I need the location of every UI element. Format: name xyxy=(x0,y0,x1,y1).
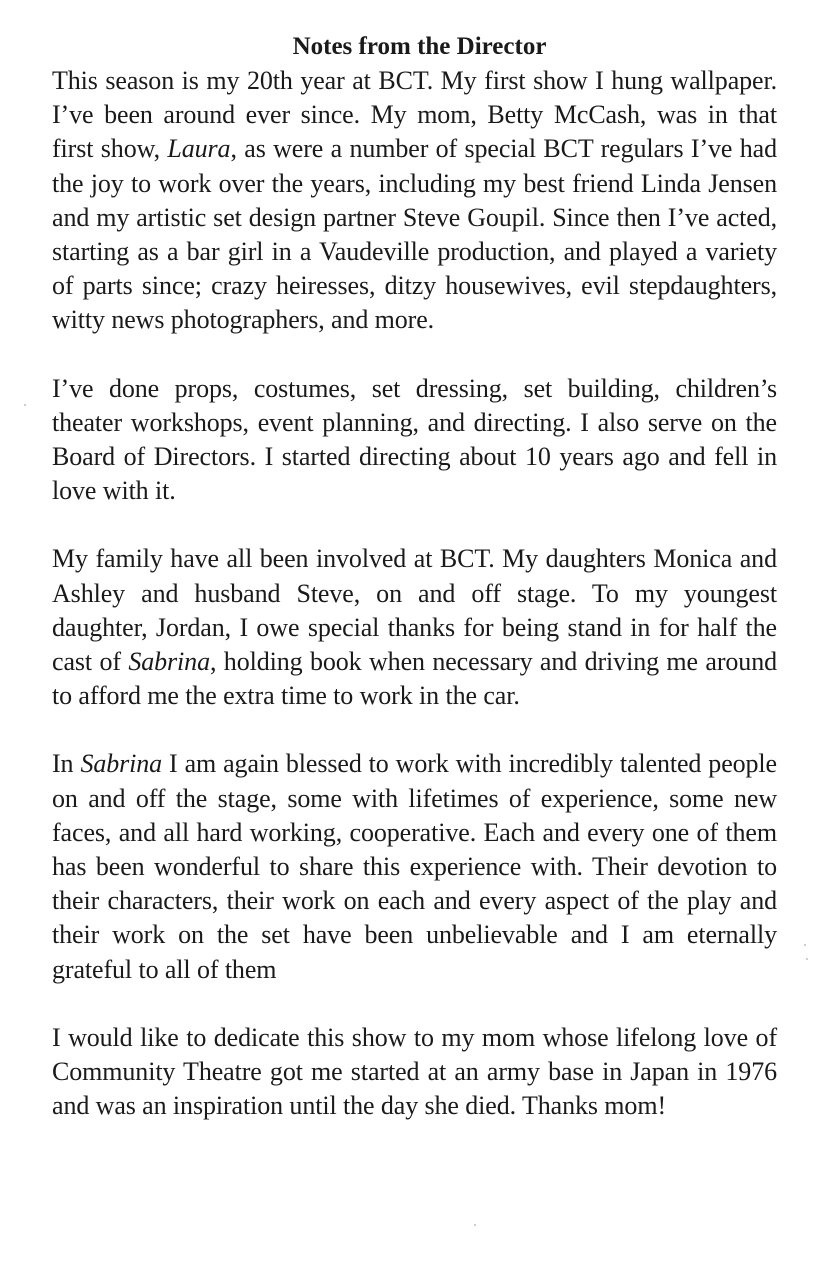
scan-speck xyxy=(806,958,808,960)
paragraph-text: I am again blessed to work with incredibly talented people on and off the stage, some with lifetimes of experience, some new faces, and all hard working, cooperative. Each and every one of them has been wonderful to share this experience with. Their devotion to their characters, their work on each and every aspect of the play and their work on the set have been unbelievable and I am eternally grateful to all of them xyxy=(52,749,777,984)
page-title: Notes from the Director xyxy=(292,33,547,60)
paragraph-4 xyxy=(52,747,777,986)
italic-title: Sabrina xyxy=(128,647,210,677)
director-notes-page xyxy=(52,30,777,1123)
paragraph-3 xyxy=(52,542,777,713)
italic-title: Sabrina xyxy=(80,749,163,779)
notes-body xyxy=(52,64,777,1123)
italic-title: Laura xyxy=(167,134,231,164)
paragraph-5 xyxy=(52,1021,777,1124)
paragraph-text: In xyxy=(52,749,81,779)
scan-speck xyxy=(24,404,26,406)
paragraph-text: I’ve done props, costumes, set dressing, set building, children’s theater workshops, event planning, and directing. I also serve on the Board of Directors. I started directing about 10 years ago and fell in love with it. xyxy=(52,373,777,506)
paragraph-text: , holding book when necessary and driving me around to afford me the extra time to work in the car. xyxy=(52,647,777,711)
paragraph-text: This season is my 20th year at BCT. My first show I hung wallpaper. I’ve been around ever since. My mom, Betty McCash, was in that first show, xyxy=(52,66,777,164)
paragraph-2 xyxy=(52,372,777,509)
paragraph-text: , as were a number of special BCT regulars I’ve had the joy to work over the years, including my best friend Linda Jensen and my artistic set design partner Steve Goupil. Since then I’ve acted, starting as a bar girl in a Vaudeville production, and played a variety of parts since; crazy heiresses, ditzy housewives, evil stepdaughters, witty news photographers, and more. xyxy=(52,134,777,335)
scan-speck xyxy=(804,944,806,946)
paragraph-text: My family have all been involved at BCT. My daughters Monica and Ashley and husband Steve, on and off stage. To my youngest daughter, Jordan, I owe special thanks for being stand in for half the cast of xyxy=(52,544,777,677)
paragraph-text: I would like to dedicate this show to my mom whose lifelong love of Community Theatre got me started at an army base in Japan in 1976 and was an inspiration until the day she died. Thanks mom! xyxy=(52,1022,777,1121)
scan-speck xyxy=(474,1224,476,1226)
paragraph-1 xyxy=(52,64,777,338)
